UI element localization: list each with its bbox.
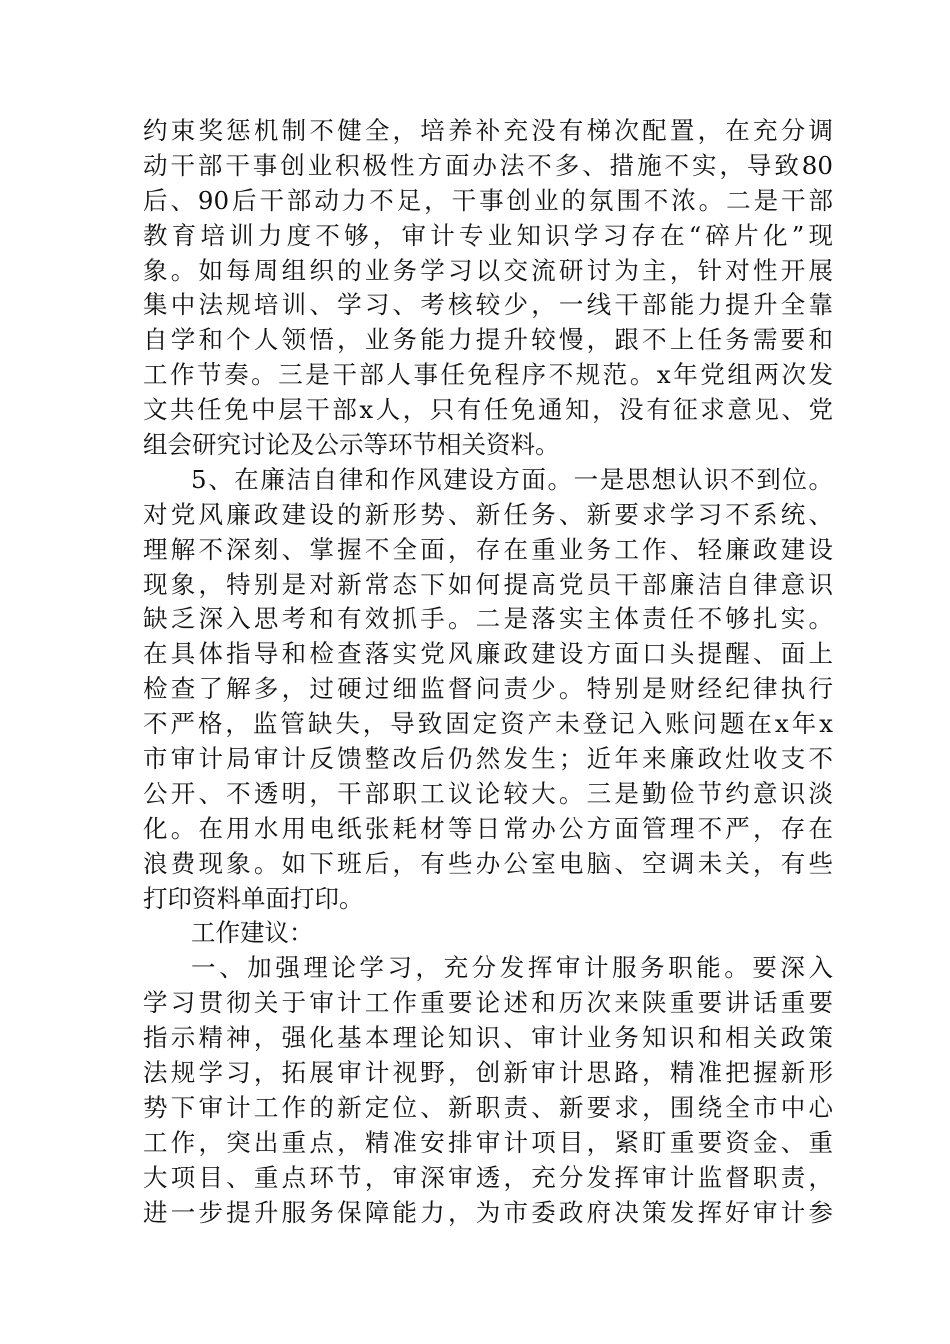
text-line: 集中法规培训、学习、考核较少，一线干部能力提升全靠 xyxy=(143,290,833,320)
text-line: 一、加强理论学习，充分发挥审计服务职能。要深入 xyxy=(191,953,833,983)
text-line: 后、90后干部动力不足，干事创业的氛围不浓。二是干部 xyxy=(143,185,833,215)
text-line: 在具体指导和检查落实党风廉政建设方面口头提醒、面上 xyxy=(143,639,833,669)
text-line: 工作建议： xyxy=(191,918,314,948)
text-line: 法规学习，拓展审计视野，创新审计思路，精准把握新形 xyxy=(143,1058,833,1088)
text-line: 缺乏深入思考和有效抓手。二是落实主体责任不够扎实。 xyxy=(143,604,833,634)
text-line: 约束奖惩机制不健全，培养补充没有梯次配置，在充分调 xyxy=(143,116,833,145)
text-line: 动干部干事创业积极性方面办法不多、措施不实，导致80 xyxy=(143,150,833,180)
text-line: 教育培训力度不够，审计专业知识学习存在“碎片化”现 xyxy=(143,220,833,250)
text-line: 市审计局审计反馈整改后仍然发生；近年来廉政灶收支不 xyxy=(143,744,833,774)
text-line: 5、在廉洁自律和作风建设方面。一是思想认识不到位。 xyxy=(191,464,833,494)
text-line: 公开、不透明，干部职工议论较大。三是勤俭节约意识淡 xyxy=(143,778,833,808)
text-line: 象。如每周组织的业务学习以交流研讨为主，针对性开展 xyxy=(143,255,833,285)
text-line: 不严格，监管缺失，导致固定资产未登记入账问题在x年x xyxy=(143,709,833,739)
text-line: 大项目、重点环节，审深审透，充分发挥审计监督职责， xyxy=(143,1162,833,1192)
text-line: 理解不深刻、掌握不全面，存在重业务工作、轻廉政建设 xyxy=(143,534,833,564)
text-line: 浪费现象。如下班后，有些办公室电脑、空调未关，有些 xyxy=(143,848,833,878)
text-line: 对党风廉政建设的新形势、新任务、新要求学习不系统、 xyxy=(143,499,833,529)
text-line: 组会研究讨论及公示等环节相关资料。 xyxy=(143,430,560,460)
text-line: 文共任免中层干部x人，只有任免通知，没有征求意见、党 xyxy=(143,395,833,425)
text-line: 检查了解多，过硬过细监督问责少。特别是财经纪律执行 xyxy=(143,674,833,704)
text-line: 学习贯彻关于审计工作重要论述和历次来陕重要讲话重要 xyxy=(143,988,833,1018)
text-line: 化。在用水用电纸张耗材等日常办公方面管理不严，存在 xyxy=(143,813,833,843)
text-line: 工作，突出重点，精准安排审计项目，紧盯重要资金、重 xyxy=(143,1127,833,1157)
text-line: 进一步提升服务保障能力，为市委政府决策发挥好审计参 xyxy=(143,1197,833,1227)
document-body xyxy=(143,114,833,1231)
text-line: 打印资料单面打印。 xyxy=(143,883,364,913)
text-line: 自学和个人领悟，业务能力提升较慢，跟不上任务需要和 xyxy=(143,325,833,355)
text-line: 指示精神，强化基本理论知识、审计业务知识和相关政策 xyxy=(143,1023,833,1053)
text-line: 势下审计工作的新定位、新职责、新要求，围绕全市中心 xyxy=(143,1092,833,1122)
text-line: 工作节奏。三是干部人事任免程序不规范。x年党组两次发 xyxy=(143,360,833,390)
text-line: 现象，特别是对新常态下如何提高党员干部廉洁自律意识 xyxy=(143,569,833,599)
